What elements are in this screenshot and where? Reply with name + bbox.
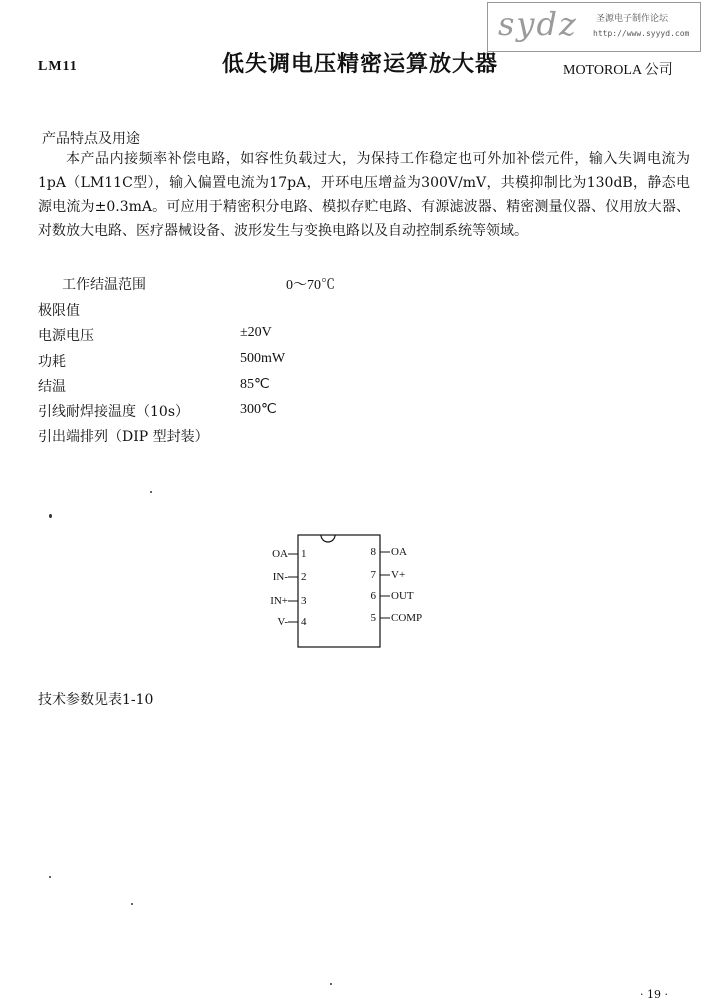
- manufacturer: MOTOROLA 公司: [563, 63, 673, 78]
- limits-heading: 极限值: [38, 303, 80, 319]
- pinout-heading: 引出端排列（DIP 型封装）: [38, 429, 209, 445]
- limit-label-junction-temp: 结温: [38, 379, 66, 395]
- pin-number-4: 4: [301, 616, 307, 628]
- pin-number-5: 5: [370, 612, 376, 624]
- pin-number-7: 7: [370, 569, 376, 581]
- scan-speck: [49, 514, 52, 518]
- operating-temp-value: 0～70℃: [286, 278, 335, 293]
- pin-name-1: OA: [272, 548, 288, 560]
- ic-notch: [321, 535, 335, 542]
- limit-label-solder-temp: 引线耐焊接温度（10s）: [38, 404, 189, 420]
- pin-number-8: 8: [370, 546, 376, 558]
- pinout-diagram: [255, 535, 430, 650]
- watermark-url: http://www.syyyd.com: [593, 29, 690, 38]
- limit-label-supply-voltage: 电源电压: [38, 328, 94, 344]
- limit-value-solder-temp: 300℃: [240, 402, 277, 417]
- pin-number-6: 6: [370, 590, 376, 602]
- scan-speck: [330, 983, 332, 985]
- limit-value-power: 500mW: [240, 351, 286, 366]
- pin-number-2: 2: [301, 571, 307, 583]
- watermark-logo: sydz: [498, 5, 578, 43]
- limit-value-junction-temp: 85℃: [240, 377, 270, 392]
- pin-name-5: COMP: [391, 612, 423, 624]
- dip-package-drawing: [255, 535, 430, 650]
- limit-value-supply-voltage: ±20V: [240, 325, 272, 340]
- pin-name-2: IN-: [272, 571, 288, 583]
- scan-speck: [131, 903, 133, 905]
- page-title: 低失调电压精密运算放大器: [222, 51, 499, 77]
- pin-name-6: OUT: [391, 590, 414, 602]
- reference-note: 技术参数见表1-10: [38, 692, 154, 708]
- scan-speck: [150, 491, 152, 493]
- pin-number-1: 1: [301, 548, 307, 560]
- pin-name-8: OA: [391, 546, 407, 558]
- pin-name-4: V-: [277, 616, 288, 628]
- features-description: 本产品内接频率补偿电路，如容性负载过大，为保持工作稳定也可外加补偿元件，输入失调电流为1pA（LM11C型），输入偏置电流为17pA，开环电压增益为300V/mV，共模抑制比为130dB，静态电源电流为±0.3mA。可应用于精密积分电路、模拟存贮电路、有源滤波器、精密测量仪器、仪用放大器、对数放大电路、医疗器械设备、波形发生与变换电路以及自动控制系统等领域。: [38, 151, 690, 239]
- limit-label-power: 功耗: [38, 354, 66, 370]
- watermark: [487, 2, 701, 52]
- ic-body: [298, 535, 380, 647]
- page-number: · 19 ·: [640, 988, 668, 1001]
- features-heading: 产品特点及用途: [42, 131, 140, 147]
- scan-speck: [49, 876, 51, 878]
- part-number: LM11: [38, 59, 78, 74]
- pin-name-7: V+: [391, 569, 406, 581]
- pin-name-3: IN+: [270, 595, 288, 607]
- operating-temp-label: 工作结温范围: [62, 277, 146, 293]
- watermark-site-name: 圣源电子制作论坛: [596, 14, 669, 24]
- pin-number-3: 3: [301, 595, 307, 607]
